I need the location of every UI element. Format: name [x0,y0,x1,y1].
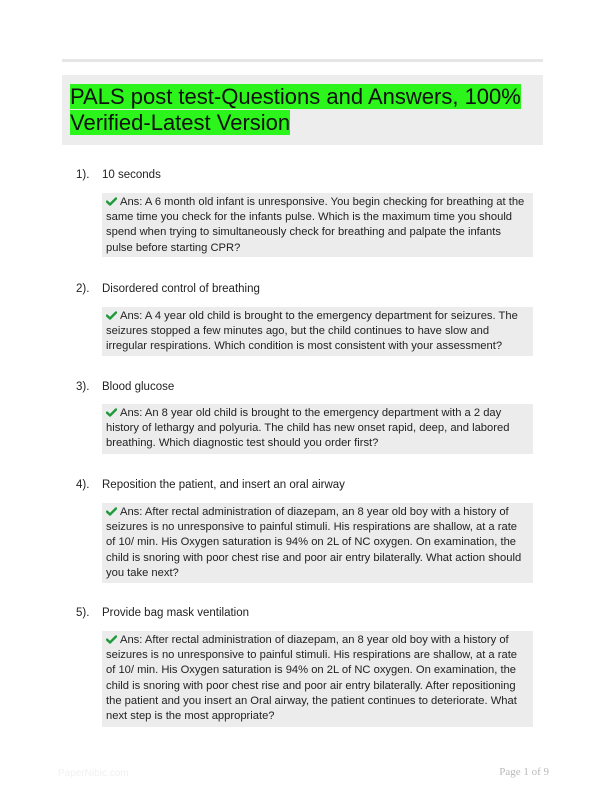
question-box-5 [102,631,533,727]
title-block [62,75,543,145]
item-number: 5). [76,607,90,619]
question-text: After rectal administration of diazepam, an 8 year old boy with a history of seizures is no unresponsive to painful stimuli. His respirations are shallow, at a rate of 10/ min. His Oxygen saturation is 94% on 2L of NC oxygen. On examination, the child is snoring with poor chest rise and poor air entry bilaterally. After repositioning the patient and you insert an Oral airway, the patient continues to deteriorate. What next step is the most appropriate? [106,634,518,723]
question-box-3 [102,404,533,454]
item-number: 1). [76,169,90,181]
question-text: After rectal administration of diazepam, an 8 year old boy with a history of seizures is no unresponsive to painful stimuli. His respirations are shallow, at a rate of 10/ min. His Oxygen saturation is 94% on 2L of NC oxygen. On examination, the child is snoring with poor chest rise and poor air entry bilaterally. What action should you take next? [106,506,522,579]
item-answer: Reposition the patient, and insert an oral airway [102,479,345,491]
ans-prefix: Ans: [120,506,143,518]
item-number: 3). [76,381,90,393]
check-icon [106,408,117,417]
item-answer: 10 seconds [102,169,161,181]
check-icon [106,507,117,516]
ans-prefix: Ans: [120,196,143,208]
top-divider [62,59,543,62]
document-title [70,84,540,135]
ans-prefix: Ans: [120,310,143,322]
item-answer: Blood glucose [102,381,175,393]
item-answer: Disordered control of breathing [102,283,260,295]
question-text: An 8 year old child is brought to the emergency department with a 2 day history of lethargy and polyuria. The child has new onset rapid, deep, and labored breathing. Which diagnostic test should you order first? [106,407,510,450]
question-text: A 4 year old child is brought to the emergency department for seizures. The seizures stopped a few minutes ago, but the child continues to have slow and irregular respirations. Which condition is most consistent with your assessment? [106,310,518,353]
page-indicator: Page 1 of 9 [499,766,549,778]
footer-watermark: PaperNibic.com [58,768,129,779]
question-box-2 [102,307,533,356]
item-answer: Provide bag mask ventilation [102,607,250,619]
item-number: 4). [76,479,90,491]
question-box-4 [102,503,533,583]
question-box-1 [102,193,533,257]
item-number: 2). [76,283,90,295]
check-icon [106,197,117,206]
ans-prefix: Ans: [120,634,143,646]
document-title-text: PALS post test-Questions and Answers, 100% Verified-Latest Version [70,84,521,135]
question-text: A 6 month old infant is unresponsive. You begin checking for breathing at the same time you check for the infants pulse. Which is the maximum time you should spend when trying to simultaneously check for breathing and palpate the infants pulse before starting CPR? [106,196,525,254]
check-icon [106,635,117,644]
check-icon [106,311,117,320]
ans-prefix: Ans: [120,407,143,419]
